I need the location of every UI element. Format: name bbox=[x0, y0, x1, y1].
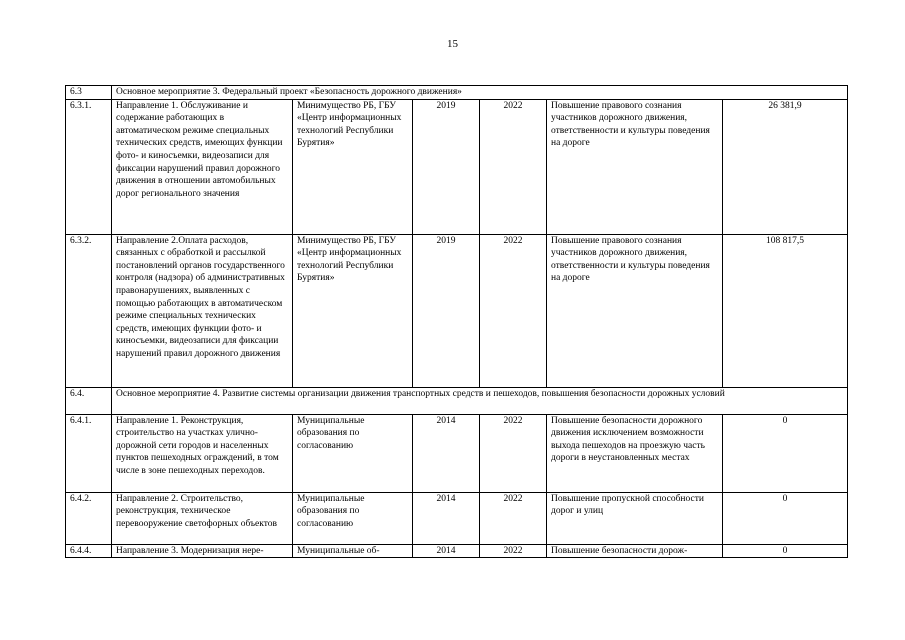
expected-result: Повышение безопасности дорож- bbox=[547, 544, 723, 558]
start-year: 2019 bbox=[413, 99, 480, 234]
table-row bbox=[66, 234, 848, 387]
table-row bbox=[66, 544, 848, 558]
end-year: 2022 bbox=[480, 234, 547, 387]
start-year: 2014 bbox=[413, 544, 480, 558]
section-title: Основное мероприятие 3. Федеральный проект «Безопасность дорожного движения» bbox=[112, 86, 848, 100]
table-row bbox=[66, 492, 848, 544]
start-year: 2019 bbox=[413, 234, 480, 387]
row-number: 6.4.1. bbox=[66, 414, 112, 492]
section-row bbox=[66, 387, 848, 414]
measures-table bbox=[65, 85, 848, 558]
funding-amount: 108 817,5 bbox=[723, 234, 848, 387]
start-year: 2014 bbox=[413, 414, 480, 492]
section-row bbox=[66, 86, 848, 100]
executor: Муниципальные образования по согласованию bbox=[293, 414, 413, 492]
row-number: 6.4.4. bbox=[66, 544, 112, 558]
row-number: 6.4. bbox=[66, 387, 112, 414]
table-row bbox=[66, 414, 848, 492]
funding-amount: 26 381,9 bbox=[723, 99, 848, 234]
funding-amount: 0 bbox=[723, 414, 848, 492]
row-number: 6.3 bbox=[66, 86, 112, 100]
executor: Муниципальные об- bbox=[293, 544, 413, 558]
measure-name: Направление 1. Обслуживание и содержание работающих в автоматическом режиме специальных технических средств, имеющих функции фото- и киносъемки, видеозаписи для фиксации нарушений правил дорожного движения в отношении автомобильных дорог регионального значения bbox=[112, 99, 293, 234]
end-year: 2022 bbox=[480, 544, 547, 558]
end-year: 2022 bbox=[480, 99, 547, 234]
row-number: 6.4.2. bbox=[66, 492, 112, 544]
executor: Минимущество РБ, ГБУ «Центр информационных технологий Республики Бурятия» bbox=[293, 234, 413, 387]
page-number: 15 bbox=[447, 38, 458, 50]
expected-result: Повышение пропускной способности дорог и улиц bbox=[547, 492, 723, 544]
section-title: Основное мероприятие 4. Развитие системы организации движения транспортных средств и пешеходов, повышения безопасности дорожных условий bbox=[112, 387, 848, 414]
end-year: 2022 bbox=[480, 414, 547, 492]
table-row bbox=[66, 99, 848, 234]
funding-amount: 0 bbox=[723, 492, 848, 544]
funding-amount: 0 bbox=[723, 544, 848, 558]
executor: Минимущество РБ, ГБУ «Центр информационных технологий Республики Бурятия» bbox=[293, 99, 413, 234]
expected-result: Повышение безопасности дорожного движения исключением возможности выхода пешеходов на проезжую часть дороги в неустановленных местах bbox=[547, 414, 723, 492]
start-year: 2014 bbox=[413, 492, 480, 544]
row-number: 6.3.2. bbox=[66, 234, 112, 387]
end-year: 2022 bbox=[480, 492, 547, 544]
expected-result: Повышение правового сознания участников дорожного движения, ответственности и культуры поведения на дороге bbox=[547, 99, 723, 234]
measure-name: Направление 2. Строительство, реконструкция, техническое перевооружение светофорных объектов bbox=[112, 492, 293, 544]
measure-name: Направление 3. Модернизация нере- bbox=[112, 544, 293, 558]
measure-name: Направление 2.Оплата расходов, связанных с обработкой и рассылкой постановлений органов государственного контроля (надзора) об административных правонарушениях, выявленных с помощью работающих в автоматическом режиме специальных технических средств, имеющих функции фото- и киносъемки, видеозаписи для фиксации нарушений правил дорожного движения bbox=[112, 234, 293, 387]
measure-name: Направление 1. Реконструкция, строительство на участках улично-дорожной сети городов и населенных пунктов пешеходных ограждений, в том числе в зоне пешеходных переходов. bbox=[112, 414, 293, 492]
executor: Муниципальные образования по согласованию bbox=[293, 492, 413, 544]
row-number: 6.3.1. bbox=[66, 99, 112, 234]
expected-result: Повышение правового сознания участников дорожного движения, ответственности и культуры поведения на дороге bbox=[547, 234, 723, 387]
